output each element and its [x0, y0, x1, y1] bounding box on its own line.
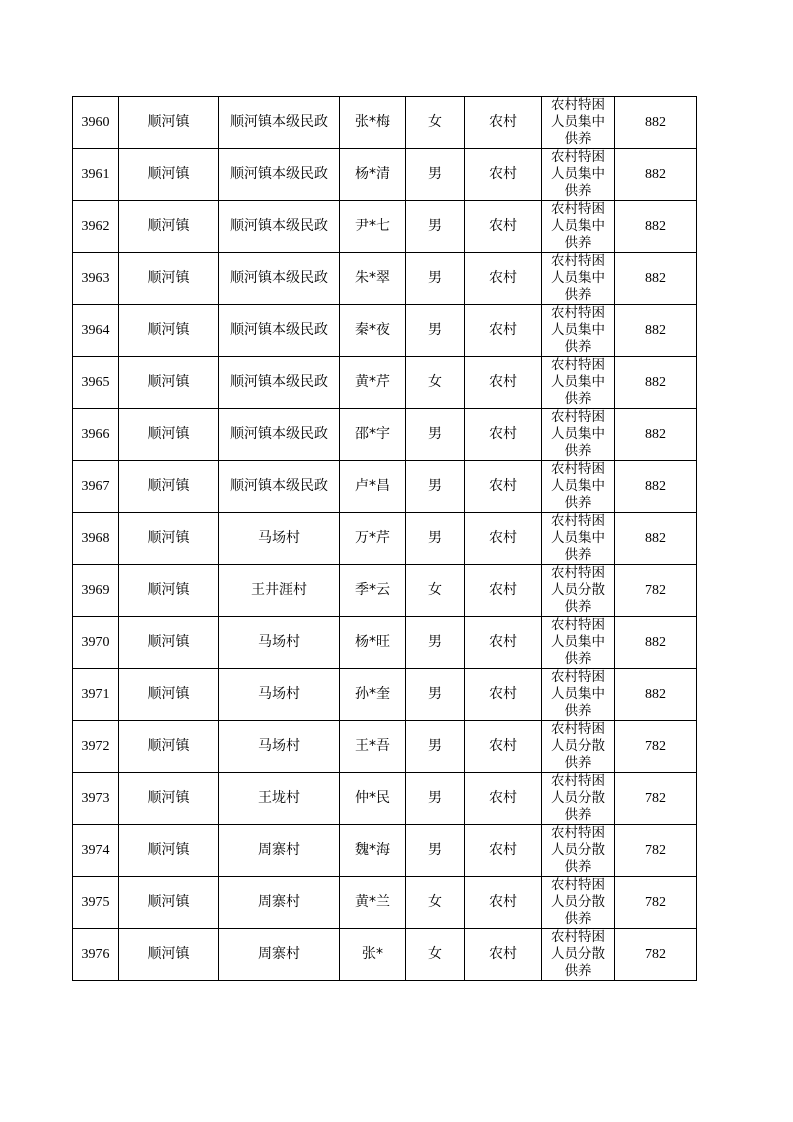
cell-residence-type: 农村 [465, 617, 542, 669]
cell-relief-category [542, 461, 615, 513]
cell-amount: 782 [615, 825, 697, 877]
cell-amount: 882 [615, 357, 697, 409]
relief-category-text: 农村特困人员集中供养 [551, 305, 605, 355]
cell-recipient-name: 黄*兰 [340, 877, 406, 929]
cell-unit: 顺河镇本级民政 [219, 253, 340, 305]
relief-category-text: 农村特困人员分散供养 [551, 565, 605, 615]
cell-town: 顺河镇 [119, 305, 219, 357]
cell-amount: 882 [615, 669, 697, 721]
cell-residence-type: 农村 [465, 409, 542, 461]
cell-unit: 马场村 [219, 669, 340, 721]
cell-town: 顺河镇 [119, 721, 219, 773]
cell-recipient-name: 万*芹 [340, 513, 406, 565]
cell-town: 顺河镇 [119, 253, 219, 305]
cell-town: 顺河镇 [119, 97, 219, 149]
cell-gender: 女 [406, 97, 465, 149]
table-row [73, 617, 697, 669]
cell-amount: 782 [615, 877, 697, 929]
cell-town: 顺河镇 [119, 409, 219, 461]
cell-residence-type: 农村 [465, 305, 542, 357]
cell-recipient-name: 邵*宇 [340, 409, 406, 461]
cell-residence-type: 农村 [465, 201, 542, 253]
cell-amount: 882 [615, 201, 697, 253]
cell-relief-category [542, 253, 615, 305]
cell-gender: 女 [406, 357, 465, 409]
cell-relief-category [542, 773, 615, 825]
cell-amount: 882 [615, 305, 697, 357]
cell-amount: 782 [615, 929, 697, 981]
cell-relief-category [542, 929, 615, 981]
cell-town: 顺河镇 [119, 877, 219, 929]
cell-serial-number: 3967 [73, 461, 119, 513]
cell-residence-type: 农村 [465, 149, 542, 201]
table-row [73, 253, 697, 305]
cell-serial-number: 3973 [73, 773, 119, 825]
table-row [73, 877, 697, 929]
cell-serial-number: 3964 [73, 305, 119, 357]
relief-category-text: 农村特困人员集中供养 [551, 149, 605, 199]
cell-relief-category [542, 721, 615, 773]
cell-unit: 顺河镇本级民政 [219, 97, 340, 149]
relief-category-text: 农村特困人员集中供养 [551, 97, 605, 147]
cell-recipient-name: 杨*旺 [340, 617, 406, 669]
relief-category-text: 农村特困人员分散供养 [551, 773, 605, 823]
relief-category-text: 农村特困人员集中供养 [551, 513, 605, 563]
cell-gender: 男 [406, 149, 465, 201]
cell-recipient-name: 仲*民 [340, 773, 406, 825]
cell-serial-number: 3966 [73, 409, 119, 461]
relief-category-text: 农村特困人员集中供养 [551, 669, 605, 719]
cell-residence-type: 农村 [465, 877, 542, 929]
cell-serial-number: 3968 [73, 513, 119, 565]
cell-amount: 882 [615, 149, 697, 201]
table-row [73, 513, 697, 565]
cell-town: 顺河镇 [119, 513, 219, 565]
cell-relief-category [542, 669, 615, 721]
cell-residence-type: 农村 [465, 357, 542, 409]
cell-amount: 882 [615, 617, 697, 669]
cell-residence-type: 农村 [465, 721, 542, 773]
cell-serial-number: 3974 [73, 825, 119, 877]
cell-recipient-name: 王*吾 [340, 721, 406, 773]
cell-gender: 男 [406, 253, 465, 305]
cell-unit: 周寨村 [219, 929, 340, 981]
cell-gender: 男 [406, 617, 465, 669]
cell-recipient-name: 朱*翠 [340, 253, 406, 305]
cell-residence-type: 农村 [465, 929, 542, 981]
cell-recipient-name: 张*梅 [340, 97, 406, 149]
cell-amount: 882 [615, 97, 697, 149]
cell-gender: 男 [406, 669, 465, 721]
cell-unit: 周寨村 [219, 877, 340, 929]
cell-recipient-name: 孙*奎 [340, 669, 406, 721]
relief-category-text: 农村特困人员集中供养 [551, 461, 605, 511]
cell-residence-type: 农村 [465, 825, 542, 877]
cell-town: 顺河镇 [119, 617, 219, 669]
cell-relief-category [542, 149, 615, 201]
cell-town: 顺河镇 [119, 773, 219, 825]
relief-category-text: 农村特困人员分散供养 [551, 721, 605, 771]
cell-town: 顺河镇 [119, 461, 219, 513]
cell-amount: 882 [615, 253, 697, 305]
cell-residence-type: 农村 [465, 669, 542, 721]
cell-gender: 男 [406, 461, 465, 513]
table-row [73, 825, 697, 877]
table-row [73, 409, 697, 461]
cell-town: 顺河镇 [119, 929, 219, 981]
cell-unit: 顺河镇本级民政 [219, 201, 340, 253]
cell-gender: 男 [406, 305, 465, 357]
cell-unit: 顺河镇本级民政 [219, 409, 340, 461]
cell-town: 顺河镇 [119, 669, 219, 721]
cell-gender: 男 [406, 513, 465, 565]
table-row [73, 773, 697, 825]
cell-town: 顺河镇 [119, 201, 219, 253]
table-row [73, 565, 697, 617]
cell-unit: 顺河镇本级民政 [219, 305, 340, 357]
cell-relief-category [542, 825, 615, 877]
cell-residence-type: 农村 [465, 97, 542, 149]
cell-recipient-name: 杨*清 [340, 149, 406, 201]
cell-recipient-name: 秦*夜 [340, 305, 406, 357]
cell-residence-type: 农村 [465, 461, 542, 513]
cell-gender: 女 [406, 929, 465, 981]
cell-unit: 王垅村 [219, 773, 340, 825]
table-row [73, 929, 697, 981]
cell-gender: 男 [406, 721, 465, 773]
cell-recipient-name: 张* [340, 929, 406, 981]
table-row [73, 669, 697, 721]
cell-serial-number: 3969 [73, 565, 119, 617]
cell-serial-number: 3965 [73, 357, 119, 409]
cell-town: 顺河镇 [119, 149, 219, 201]
cell-unit: 顺河镇本级民政 [219, 461, 340, 513]
cell-town: 顺河镇 [119, 357, 219, 409]
table-row [73, 721, 697, 773]
cell-relief-category [542, 201, 615, 253]
cell-gender: 女 [406, 877, 465, 929]
cell-serial-number: 3963 [73, 253, 119, 305]
cell-gender: 男 [406, 825, 465, 877]
cell-serial-number: 3975 [73, 877, 119, 929]
cell-serial-number: 3962 [73, 201, 119, 253]
table-row [73, 357, 697, 409]
cell-serial-number: 3976 [73, 929, 119, 981]
cell-relief-category [542, 409, 615, 461]
cell-recipient-name: 魏*海 [340, 825, 406, 877]
cell-amount: 782 [615, 565, 697, 617]
relief-recipient-table [72, 96, 697, 981]
cell-serial-number: 3971 [73, 669, 119, 721]
cell-serial-number: 3961 [73, 149, 119, 201]
relief-category-text: 农村特困人员集中供养 [551, 409, 605, 459]
cell-residence-type: 农村 [465, 773, 542, 825]
cell-amount: 882 [615, 409, 697, 461]
cell-recipient-name: 季*云 [340, 565, 406, 617]
cell-amount: 782 [615, 721, 697, 773]
cell-amount: 882 [615, 461, 697, 513]
cell-relief-category [542, 877, 615, 929]
cell-serial-number: 3970 [73, 617, 119, 669]
cell-recipient-name: 尹*七 [340, 201, 406, 253]
cell-unit: 顺河镇本级民政 [219, 149, 340, 201]
cell-gender: 男 [406, 773, 465, 825]
cell-residence-type: 农村 [465, 253, 542, 305]
cell-unit: 马场村 [219, 721, 340, 773]
cell-relief-category [542, 617, 615, 669]
cell-relief-category [542, 565, 615, 617]
cell-gender: 男 [406, 409, 465, 461]
table-row [73, 201, 697, 253]
relief-category-text: 农村特困人员集中供养 [551, 617, 605, 667]
relief-category-text: 农村特困人员集中供养 [551, 357, 605, 407]
cell-relief-category [542, 357, 615, 409]
relief-category-text: 农村特困人员分散供养 [551, 825, 605, 875]
cell-town: 顺河镇 [119, 825, 219, 877]
cell-gender: 女 [406, 565, 465, 617]
cell-amount: 782 [615, 773, 697, 825]
cell-town: 顺河镇 [119, 565, 219, 617]
cell-relief-category [542, 97, 615, 149]
relief-category-text: 农村特困人员分散供养 [551, 877, 605, 927]
relief-category-text: 农村特困人员集中供养 [551, 201, 605, 251]
cell-serial-number: 3960 [73, 97, 119, 149]
table-row [73, 305, 697, 357]
cell-unit: 马场村 [219, 513, 340, 565]
cell-unit: 王井涯村 [219, 565, 340, 617]
cell-unit: 周寨村 [219, 825, 340, 877]
cell-residence-type: 农村 [465, 513, 542, 565]
table-body [73, 97, 697, 981]
table-row [73, 149, 697, 201]
table-row [73, 461, 697, 513]
cell-amount: 882 [615, 513, 697, 565]
cell-relief-category [542, 513, 615, 565]
cell-recipient-name: 黄*芹 [340, 357, 406, 409]
cell-unit: 顺河镇本级民政 [219, 357, 340, 409]
cell-serial-number: 3972 [73, 721, 119, 773]
cell-gender: 男 [406, 201, 465, 253]
relief-category-text: 农村特困人员集中供养 [551, 253, 605, 303]
relief-category-text: 农村特困人员分散供养 [551, 929, 605, 979]
table-row [73, 97, 697, 149]
cell-recipient-name: 卢*昌 [340, 461, 406, 513]
cell-residence-type: 农村 [465, 565, 542, 617]
cell-unit: 马场村 [219, 617, 340, 669]
cell-relief-category [542, 305, 615, 357]
